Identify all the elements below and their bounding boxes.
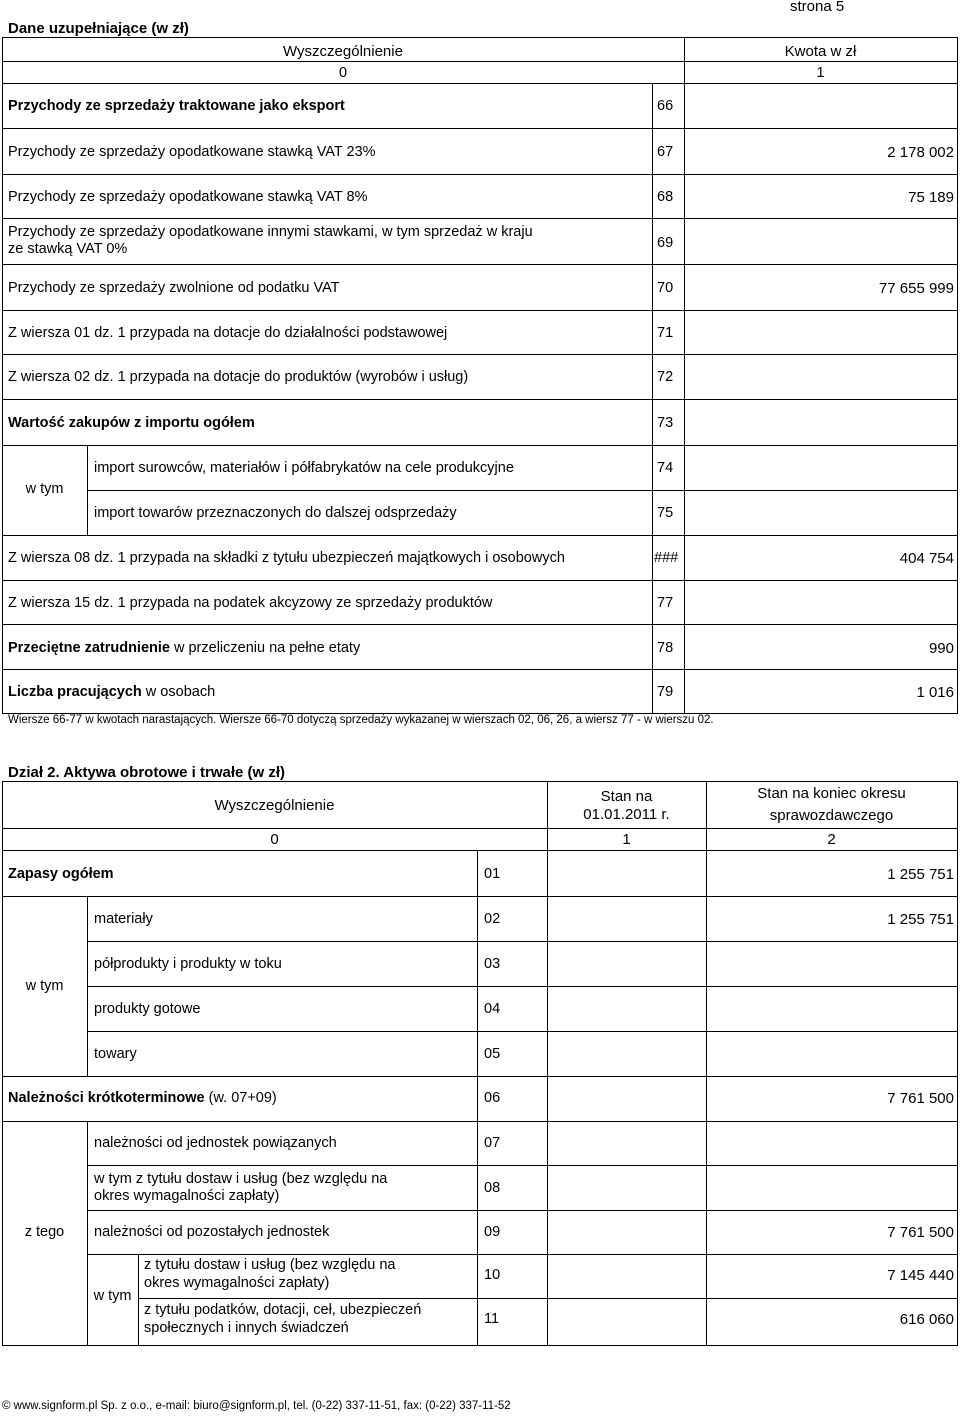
row-desc: Z wiersza 01 dz. 1 przypada na dotacje do działalności podstawowej [8, 325, 448, 341]
row-number: 75 [657, 505, 674, 521]
row-number: 10 [484, 1267, 501, 1283]
row-end-value: 7 145 440 [887, 1267, 954, 1284]
row-desc-line1: Przychody ze sprzedaży opodatkowane innymi stawkami, w tym sprzedaż w kraju [8, 224, 533, 240]
row-number: 67 [657, 144, 674, 160]
row-number: 04 [484, 1001, 501, 1017]
row-number: 70 [657, 280, 674, 296]
header-col-1: 1 [622, 831, 631, 848]
row-desc: półprodukty i produkty w toku [94, 956, 282, 972]
header-col-2: 2 [827, 831, 836, 848]
row-desc-bold: Należności krótkoterminowe [8, 1090, 205, 1106]
row-number: ### [654, 550, 679, 566]
row-desc: Z wiersza 02 dz. 1 przypada na dotacje do produktów (wyrobów i usług) [8, 369, 469, 385]
w-tym-label: w tym [25, 978, 64, 994]
table-note: Wiersze 66-77 w kwotach narastających. Wiersze 66-70 dotyczą sprzedaży wykazanej w wierszach 02, 06, 26, a wiersz 77 - w wierszu 02. [8, 714, 714, 726]
row-number: 71 [657, 325, 674, 341]
row-desc-line1: w tym z tytułu dostaw i usług (bez względu na [94, 1171, 388, 1187]
row-desc: Z wiersza 08 dz. 1 przypada na składki z tytułu ubezpieczeń majątkowych i osobowych [8, 550, 565, 566]
w-tym-label: w tym [25, 481, 64, 497]
row-desc [8, 640, 360, 656]
row-desc-bold: Przeciętne zatrudnienie [8, 640, 170, 656]
row-end-value: 7 761 500 [887, 1090, 954, 1107]
row-desc: materiały [94, 911, 153, 927]
row-desc: import towarów przeznaczonych do dalszej odsprzedaży [94, 505, 457, 521]
row-number: 73 [657, 415, 674, 431]
row-desc-rest: (w. 07+09) [204, 1090, 277, 1106]
row-number: 79 [657, 684, 674, 700]
row-desc: należności od jednostek powiązanych [94, 1135, 337, 1151]
row-desc: Przychody ze sprzedaży opodatkowane stawką VAT 23% [8, 144, 376, 160]
row-desc [8, 1090, 277, 1106]
row-number: 74 [657, 460, 674, 476]
row-desc-line2: ze stawką VAT 0% [8, 241, 128, 257]
header-start-line2: 01.01.2011 r. [583, 806, 670, 823]
header-amount: Kwota w zł [784, 43, 857, 60]
row-desc: Przychody ze sprzedaży opodatkowane stawką VAT 8% [8, 189, 368, 205]
footer-copyright: © www.signform.pl Sp. z o.o., e-mail: biuro@signform.pl, tel. (0-22) 337-11-51, fax: (0-22) 337-11-52 [2, 1400, 511, 1412]
w-tym-label: w tym [93, 1288, 132, 1304]
header-description: Wyszczególnienie [214, 797, 335, 814]
row-desc-line2: okres wymagalności zapłaty) [94, 1188, 280, 1204]
row-desc-line1: z tytułu dostaw i usług (bez względu na [144, 1257, 396, 1273]
row-number: 11 [484, 1311, 500, 1327]
row-desc: Zapasy ogółem [8, 866, 114, 882]
row-value: 1 016 [916, 684, 954, 701]
row-number: 77 [657, 595, 674, 611]
row-number: 01 [484, 866, 501, 882]
header-col-0: 0 [338, 65, 348, 81]
row-number: 72 [657, 369, 674, 385]
row-desc: import surowców, materiałów i półfabrykatów na cele produkcyjne [94, 460, 514, 476]
row-number: 69 [657, 235, 674, 251]
row-value: 75 189 [908, 189, 954, 206]
row-desc [8, 684, 215, 700]
row-value: 2 178 002 [887, 144, 954, 161]
row-number: 68 [657, 189, 674, 205]
row-desc: towary [94, 1046, 137, 1062]
row-number: 06 [484, 1090, 501, 1106]
z-tego-label: z tego [24, 1224, 65, 1240]
header-col-0: 0 [270, 831, 279, 848]
row-value: 404 754 [899, 550, 954, 567]
row-number: 78 [657, 640, 674, 656]
row-value: 77 655 999 [878, 280, 954, 297]
row-end-value: 616 060 [899, 1311, 954, 1328]
row-value: 990 [928, 640, 954, 657]
row-number: 66 [657, 98, 674, 114]
row-number: 08 [484, 1180, 501, 1196]
row-end-value: 1 255 751 [887, 866, 954, 883]
header-start-line1: Stan na [600, 788, 653, 805]
section-title: Dane uzupełniające (w zł) [8, 20, 189, 37]
header-description: Wyszczególnienie [283, 43, 403, 60]
row-desc-rest: w przeliczeniu na pełne etaty [169, 640, 361, 656]
header-end-line2: sprawozdawczego [769, 807, 894, 824]
row-desc-bold: Liczba pracujących [8, 684, 142, 700]
row-number: 07 [484, 1135, 501, 1151]
header-end-line1: Stan na koniec okresu [757, 785, 906, 802]
row-desc: Przychody ze sprzedaży traktowane jako eksport [8, 98, 345, 114]
row-number: 05 [484, 1046, 501, 1062]
row-number: 03 [484, 956, 501, 972]
row-desc: produkty gotowe [94, 1001, 201, 1017]
page-number: strona 5 [790, 0, 845, 15]
row-desc-line1: z tytułu podatków, dotacji, ceł, ubezpieczeń [144, 1302, 422, 1318]
row-desc: Przychody ze sprzedaży zwolnione od podatku VAT [8, 280, 340, 296]
row-desc: Z wiersza 15 dz. 1 przypada na podatek akcyzowy ze sprzedaży produktów [8, 595, 493, 611]
row-desc: należności od pozostałych jednostek [94, 1224, 330, 1240]
row-end-value: 7 761 500 [887, 1224, 954, 1241]
section-title: Dział 2. Aktywa obrotowe i trwałe (w zł) [8, 764, 285, 781]
row-desc: Wartość zakupów z importu ogółem [8, 415, 255, 431]
row-number: 09 [484, 1224, 501, 1240]
row-number: 02 [484, 911, 501, 927]
row-desc-rest: w osobach [141, 684, 216, 700]
row-desc-line2: społecznych i innych świadczeń [144, 1320, 349, 1336]
header-col-1: 1 [816, 65, 825, 81]
row-desc-line2: okres wymagalności zapłaty) [144, 1275, 330, 1291]
row-end-value: 1 255 751 [887, 911, 954, 928]
